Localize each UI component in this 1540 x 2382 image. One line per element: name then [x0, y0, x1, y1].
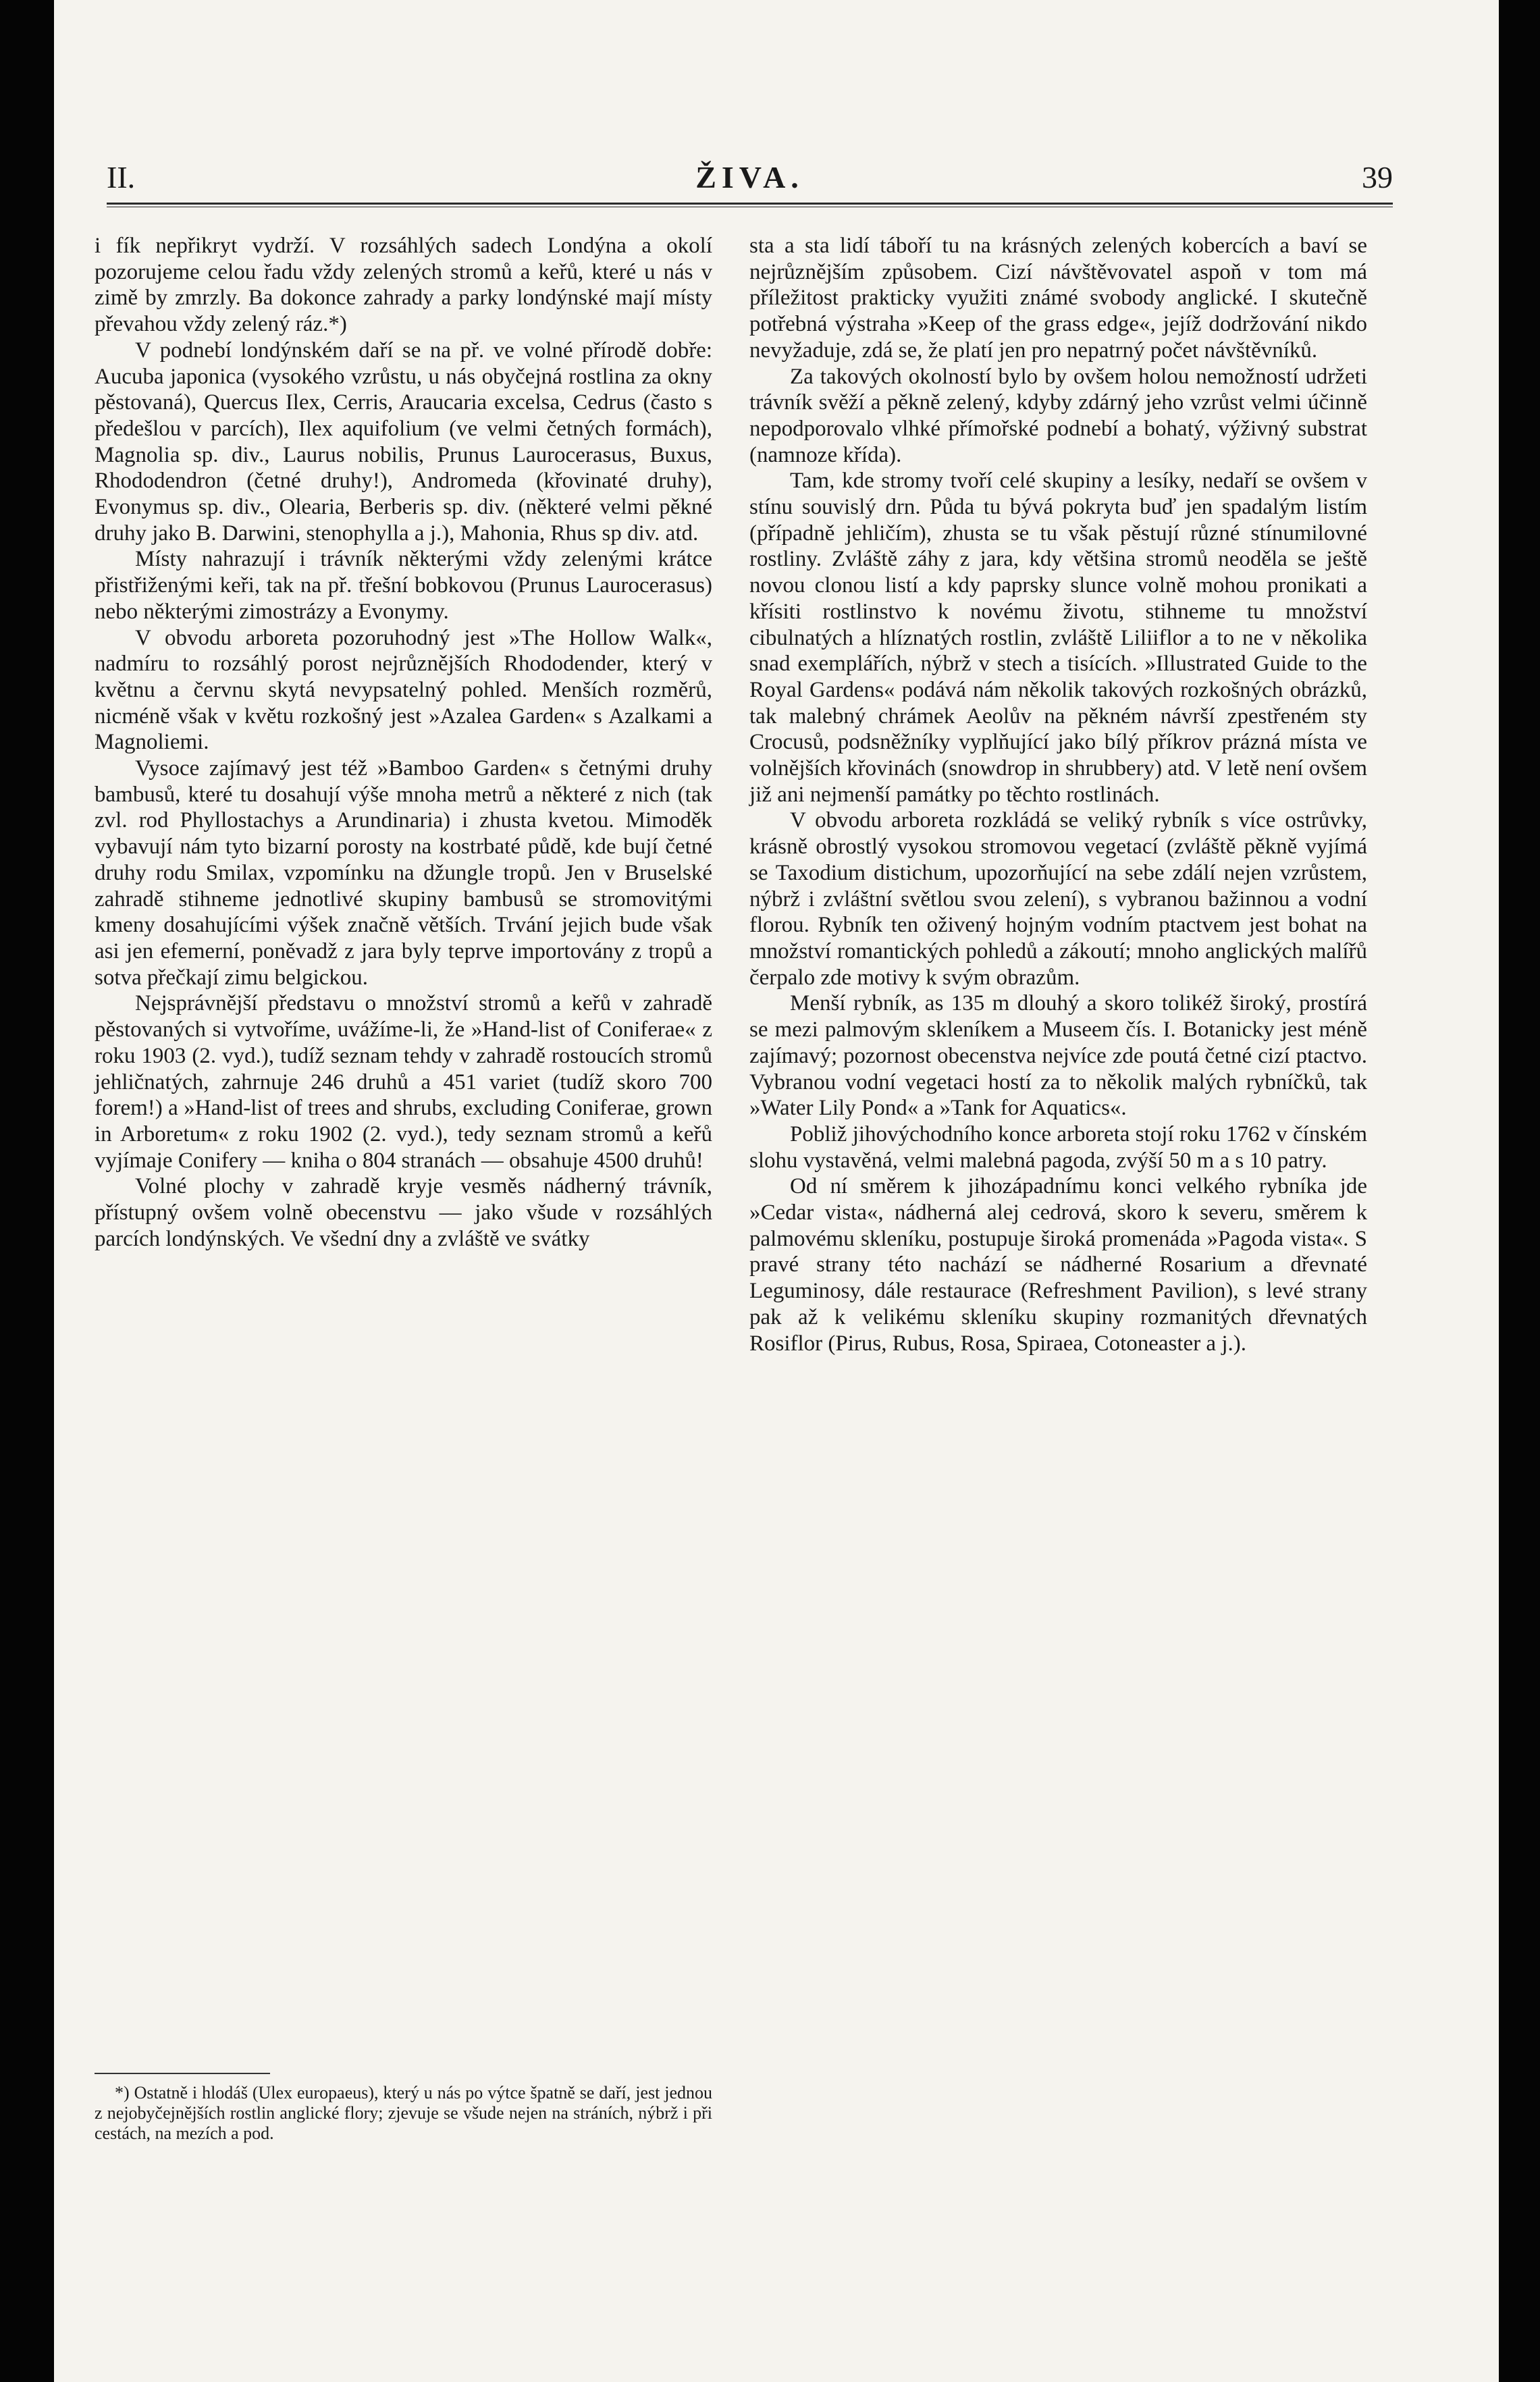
footnote — [95, 2083, 712, 2144]
page — [54, 0, 1499, 2382]
footnote-rule — [95, 2073, 270, 2074]
left-column — [95, 233, 712, 1252]
paragraph: Za takových okolností bylo by ovšem holou nemožností udržeti trávník svěží a pěkně zelený, kdyby zdárný jeho vzrůst velmi účinně nepodporovalo vlhké přímořské podnebí a bohatý, výživný substrat (namnoze křída). — [749, 364, 1367, 467]
running-header — [107, 159, 1393, 200]
paragraph: Vysoce zajímavý jest též »Bamboo Garden« s četnými druhy bambusů, které tu dosahují výše mnoha metrů a některé z nich (tak zvl. rod Phyllostachys a Arundinaria) i zhusta kvetou. Mimoděk vybavují nám tyto bizarní porosty na kostrbaté půdě, kde bují četné druhy rodu Smilax, vzpomínku na džungle tropů. Jen v Bruselské zahradě stihneme jednotlivé skupiny bambusů se stromovitými kmeny dosahujícími výšek značně větších. Trvání jejich bude však asi jen efemerní, poněvadž z jara byly teprve importovány z tropů a sotva přečkají zimu belgickou. — [95, 756, 712, 990]
right-column — [749, 233, 1367, 1356]
paragraph: Volné plochy v zahradě kryje vesměs nádherný trávník, přístupný ovšem volně obecenstvu — jako všude v rozsáhlých parcích londýnských. Ve všední dny a zvláště ve svátky — [95, 1174, 712, 1251]
journal-title: ŽIVA. — [695, 160, 804, 194]
paragraph: Od ní směrem k jihozápadnímu konci velkého rybníka jde »Cedar vista«, nádherná alej cedrová, skoro k severu, směrem k palmovému skleníku, postupuje široká promenáda »Pagoda vista«. S pravé strany této nachází se nádherné Rosarium a dřevnaté Leguminosy, dále restaurace (Refreshment Pavilion), s levé strany pak až k velikému skleníku skupiny rozmanitých dřevnatých Rosiflor (Pirus, Rubus, Rosa, Spiraea, Cotoneaster a j.). — [749, 1174, 1367, 1356]
footnote-text: *) Ostatně i hlodáš (Ulex europaeus), který u nás po výtce špatně se daří, jest jednou z nejobyčejnějších rostlin anglické flory; zjevuje se všude nejen na stráních, nýbrž i při cestách, na mezích a pod. — [95, 2083, 712, 2143]
paragraph: Menší rybník, as 135 m dlouhý a skoro tolikéž široký, prostírá se mezi palmovým skleníkem a Museem čís. I. Botanicky jest méně zajímavý; pozornost obecenstva nejvíce zde poutá četné cizí ptactvo. Vybranou vodní vegetaci hostí za to několik malých rybníčků, tak »Water Lily Pond« a »Tank for Aquatics«. — [749, 991, 1367, 1121]
paragraph: Pobliž jihovýchodního konce arboreta stojí roku 1762 v čínském slohu vystavěná, velmi malebná pagoda, zvýší 50 m a s 10 patry. — [749, 1121, 1367, 1173]
paragraph: V obvodu arboreta pozoruhodný jest »The Hollow Walk«, nadmíru to rozsáhlý porost nejrůznějších Rhododender, který v květnu a červnu skytá nevypsatelný pohled. Menších rozměrů, nicméně však v květu rozkošný jest »Azalea Garden« s Azalkami a Magnoliemi. — [95, 625, 712, 755]
section-number: II. — [107, 160, 136, 194]
paragraph: Tam, kde stromy tvoří celé skupiny a lesíky, nedaří se ovšem v stínu souvislý drn. Půda tu bývá pokryta buď jen spadalým listím (případně jehličím), zhusta se tu však pěstují různé stínumilovné rostliny. Zvláště záhy z jara, kdy většina stromů neoděla se ještě novou clonou listí a kdy paprsky slunce volně mohou pronikati a křísiti rostlinstvo k novému životu, stihneme tu množství cibulnatých a hlíznatých rostlin, zvláště Liliiflor a to ne v několika snad exemplářích, nýbrž v stech a tisících. »Illustrated Guide to the Royal Gardens« podává nám několik takových rozkošných obrázků, tak malebný chrámek Aeolův na pěkném návrší zpestřeném sty Crocusů, podsněžníky vyplňující jako bílý příkrov prázná místa ve volnějších křovinách (snowdrop in shrubbery) atd. V letě není ovšem již ani nejmenší památky po těchto rostlinách. — [749, 469, 1367, 807]
paragraph: i fík nepřikryt vydrží. V rozsáhlých sadech Londýna a okolí pozorujeme celou řadu vždy zelených stromů a keřů, které u nás v zimě by zmrzly. Ba dokonce zahrady a parky londýnské mají místy převahou vždy zelený ráz.*) — [95, 234, 712, 337]
paragraph: Místy nahrazují i trávník některými vždy zelenými krátce přistřiženými keři, tak na př. třešní bobkovou (Prunus Laurocerasus) nebo některými zimostrázy a Evonymy. — [95, 547, 712, 624]
paragraph: V podnebí londýnském daří se na př. ve volné přírodě dobře: Aucuba japonica (vysokého vzrůstu, u nás obyčejná rostlina za okny pěstovaná), Quercus Ilex, Cerris, Araucaria excelsa, Cedrus (často s předešlou v parcích), Ilex aquifolium (ve velmi četných formách), Magnolia sp. div., Laurus nobilis, Prunus Laurocerasus, Buxus, Rhododendron (četné druhy!), Andromeda (křovinaté druhy), Evonymus sp. div., Olearia, Berberis sp. div. (některé velmi pěkné druhy jako B. Darwini, stenophylla a j.), Mahonia, Rhus sp div. atd. — [95, 338, 712, 546]
paragraph: Nejsprávnější představu o množství stromů a keřů v zahradě pěstovaných si vytvoříme, uvážíme-li, že »Hand-list of Coniferae« z roku 1903 (2. vyd.), tudíž seznam tehdy v zahradě rostoucích stromů jehličnatých, zahrnuje 246 druhů a 451 variet (tudíž skoro 700 forem!) a »Hand-list of trees and shrubs, excluding Coniferae, grown in Arboretum« z roku 1902 (2. vyd.), tedy seznam stromů a keřů vyjímaje Conifery — kniha o 804 stranách — obsahuje 4500 druhů! — [95, 991, 712, 1173]
page-number: 39 — [1362, 160, 1393, 194]
paragraph: V obvodu arboreta rozkládá se veliký rybník s více ostrůvky, krásně obrostlý vysokou stromovou vegetací (zvláště pěkně vyjímá se Taxodium distichum, upozorňující na sebe zdálí nejen vzrůstem, nýbrž i zvláštní světlou svou zelení), s vybranou bažinnou a vodní florou. Rybník ten oživený hojným vodním ptactvem jest bohat na množství romantických pohledů a zákoutí; mnoho anglických malířů čerpalo zde motivy k svým obrazům. — [749, 808, 1367, 990]
header-rule — [107, 203, 1393, 207]
paragraph: sta a sta lidí táboří tu na krásných zelených kobercích a baví se nejrůznějším způsobem. Cizí návštěvovatel aspoň v tom má příležitost prakticky využiti známé svobody anglické. I skutečně potřebná výstraha »Keep of the grass edge«, jejíž dodržování nikdo nevyžaduje, zdá se, že platí jen pro nepatrný počet návštěvníků. — [749, 234, 1367, 363]
